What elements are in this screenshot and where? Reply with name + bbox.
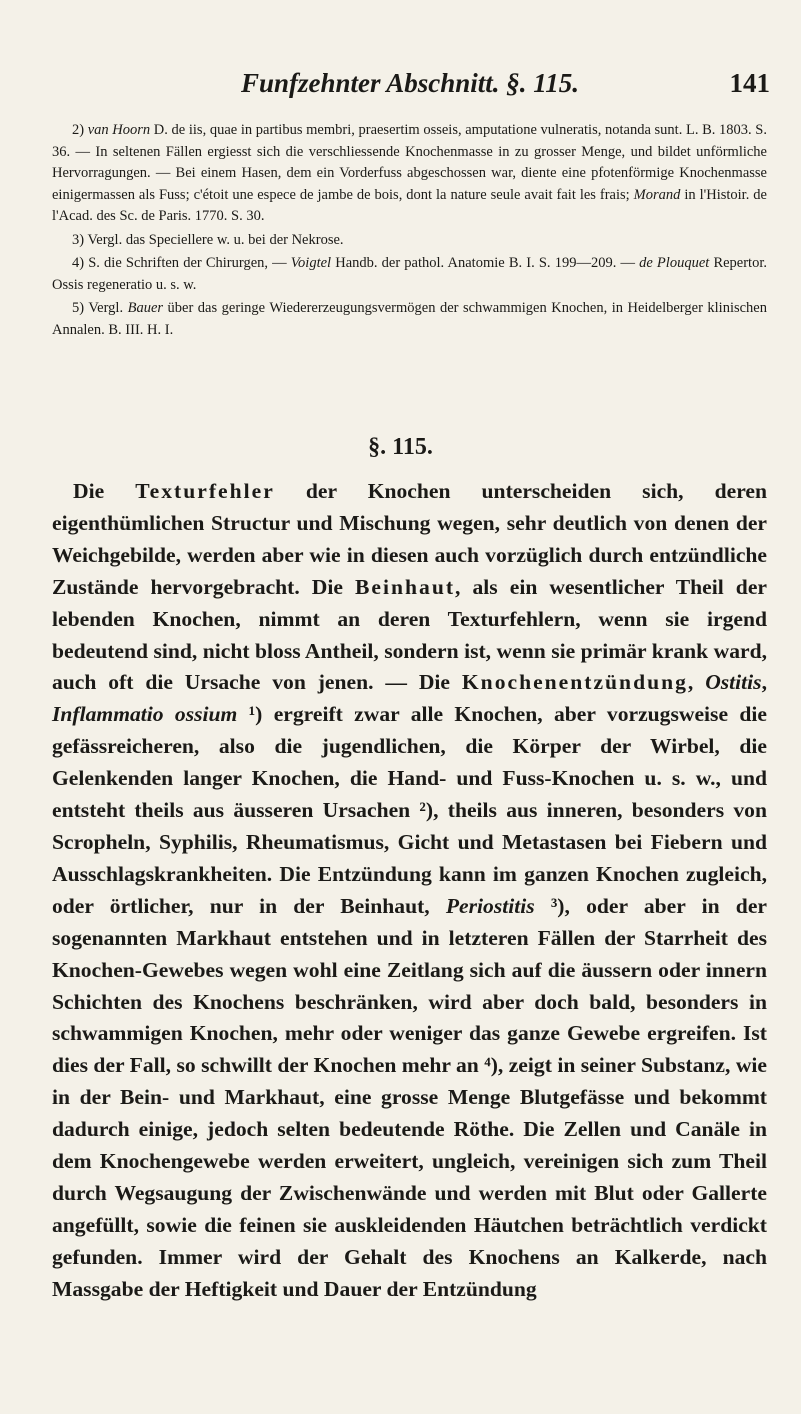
body-paragraph [52,476,767,1306]
text-run: Handb. der pathol. Anatomie B. I. S. 199—209. — [331,255,640,271]
footnote [52,253,767,296]
footnote [52,120,767,228]
italic-run: Morand [633,186,681,203]
text-run: Die [73,479,136,503]
text-run: ³), oder aber in der sogenannten Markhaut entstehen und in letzteren Fällen der Starrheit des Knochen-Gewebes wegen wohl eine Zeitlang sich auf die äussern oder innern Schichten des Knochens beschränken, wird aber doch bald, besonders in schwammigen Knochen, mehr oder weniger das ganze Gewebe ergreifen. Ist dies der Fall, so schwillt der Knochen mehr an ⁴), zeigt in seiner Substanz, wie in der Bein- und Markhaut, eine grosse Menge Blutgefässe und bekommt dadurch einige, jedoch selten bedeutende Röthe. Die Zellen und Canäle in dem Knochengewebe werden erweitert, ungleich, vereinigen sich zum Theil durch Wegsaugung der Zwischenwände und werden mit Blut oder Gallerte angefüllt, sowie die feinen sie auskleidenden Häutchen beträchtlich verdickt gefunden. Immer wird der Gehalt des Knochens an Kalkerde, nach Massgabe der Heftigkeit und Dauer der Entzündung [52,893,767,1301]
page-number: 141 [729,68,770,98]
page-header [50,68,770,108]
text-run: über das geringe Wiedererzeugungsvermögen der schwammigen Knochen, in Heidelberger klinischen Annalen. B. III. H. I. [52,300,767,338]
footnotes-block [52,120,767,343]
italic-run: de Plouquet [639,255,710,271]
italic-run: Inflammatio ossium [52,702,238,727]
body-text [52,476,767,1306]
italic-run: Ostitis [705,670,762,695]
text-run: 4) S. die Schriften der Chirurgen, — [72,255,291,271]
italic-run: Periostitis [445,893,535,918]
text-run: der Knochen unterscheiden sich, deren eigenthümlichen Structur und Mischung wegen, sehr deutlich von denen der Weichgebilde, werden aber wie in diesen auch vorzüglich durch entzündliche Zustände hervorgebracht. Die [52,479,768,599]
text-run: ¹) ergreift zwar alle Knochen, aber vorzugsweise die gefässreicheren, also die jugendlichen, die Körper der Wirbel, die Gelenkenden langer Knochen, die Hand- und Fuss-Knochen u. s. w., und entsteht theils aus äusseren Ursachen ²), theils aus inneren, besonders von Scropheln, Syphilis, Rheumatismus, Gicht und Metastasen bei Fiebern und Ausschlagskrankheiten. Die Entzündung kann im ganzen Knochen zugleich, oder örtlicher, nur in der Beinhaut, [52,702,767,918]
text-run: , als ein wesentlicher Theil der lebenden Knochen, nimmt an deren Texturfehlern, wenn sie irgend bedeutend sind, nicht bloss Antheil, sondern ist, wenn sie primär krank ward, auch oft die Ursache von jenen. — Die [52,574,767,695]
text-run: , [687,670,706,695]
italic-run: van Hoorn [87,122,151,138]
text-run: in l'Histoir. de l'Acad. des Sc. de Paris. 1770. S. 30. [52,186,767,224]
italic-run: Voigtel [290,255,332,271]
spaced-emphasis-run: Knochenentzündung [461,670,688,695]
text-run: 2) [72,122,88,138]
spaced-emphasis-run: Texturfehler [135,479,275,503]
text-run: Repertor. Ossis regeneratio u. s. w. [52,255,767,293]
section-heading: §. 115. [368,434,433,460]
footnote [52,298,767,341]
italic-run: Bauer [127,300,164,316]
text-run: 5) Vergl. [72,300,128,316]
footnote [52,230,767,252]
text-run: D. de iis, quae in partibus membri, praesertim osseis, amputatione vulneratis, notanda sunt. L. B. 1803. S. 36. — In seltenen Fällen ergiesst sich die verschliessende Knochenmasse in zu grosser Menge, und bildet unförmliche Hervorragungen. — Bei einem Hasen, dem ein Vorderfuss abgeschossen war, diente eine pfotenförmige Knochenmasse einigermassen als Fuss; c'étoit une espece de jambe de bois, dont la nature seule avait fait les frais; [52,122,767,203]
spaced-emphasis-run: Beinhaut [355,574,456,599]
text-run: , [761,670,767,695]
running-title: Funfzehnter Abschnitt. §. 115. [240,68,580,98]
text-run: 3) Vergl. das Speciellere w. u. bei der Nekrose. [72,231,344,248]
